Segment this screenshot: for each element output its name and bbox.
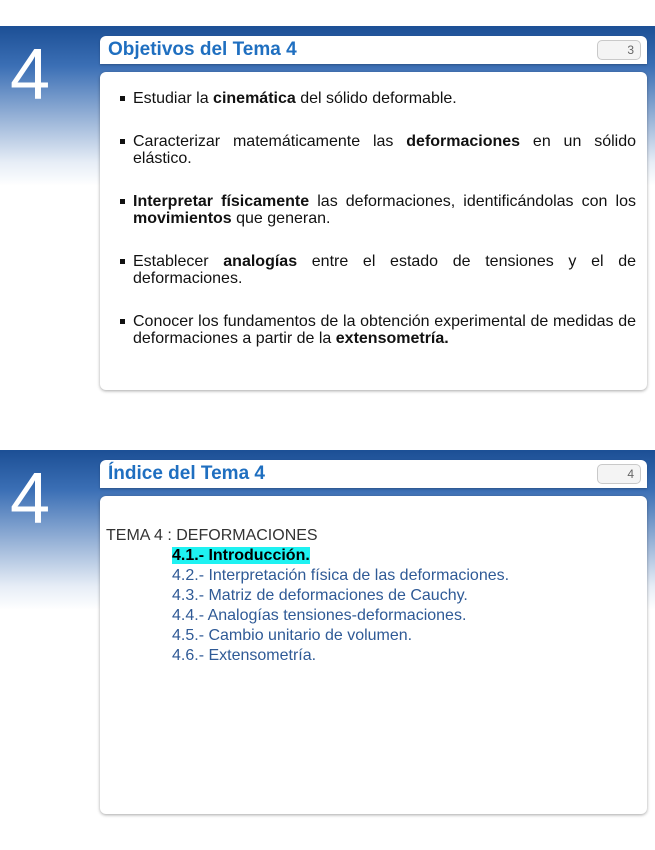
objectives-list (120, 90, 636, 373)
index-heading: TEMA 4 : DEFORMACIONES (106, 527, 318, 544)
bullet-square-icon (120, 199, 125, 204)
index-item[interactable]: 4.6.- Extensometría. (172, 647, 317, 664)
index-list (106, 526, 509, 666)
list-item: Conocer los fundamentos de la obtención experimental de medidas de deformaciones a partir de la extensometría. (120, 313, 636, 347)
chapter-number: 4 (9, 35, 51, 115)
content-panel (100, 72, 647, 390)
page-number: 3 (597, 40, 641, 60)
index-item[interactable]: 4.3.- Matriz de deformaciones de Cauchy. (172, 587, 468, 604)
title-bar (100, 36, 647, 64)
slide-indice (0, 450, 655, 850)
index-item[interactable]: 4.5.- Cambio unitario de volumen. (172, 627, 413, 644)
page-number: 4 (597, 464, 641, 484)
chapter-number: 4 (9, 459, 51, 539)
list-item: Estudiar la cinemática del sólido deformable. (120, 90, 636, 107)
list-item: Interpretar físicamente las deformaciones, identificándolas con los movimientos que generan. (120, 193, 636, 227)
bullet-square-icon (120, 259, 125, 264)
index-item-current[interactable]: 4.1.- Introducción. (172, 547, 310, 564)
slide-title: Objetivos del Tema 4 (108, 39, 297, 60)
content-panel (100, 496, 647, 814)
index-item[interactable]: 4.4.- Analogías tensiones-deformaciones. (172, 607, 467, 624)
list-item: Establecer analogías entre el estado de tensiones y el de deformaciones. (120, 253, 636, 287)
list-item: Caracterizar matemáticamente las deformaciones en un sólido elástico. (120, 133, 636, 167)
bullet-square-icon (120, 139, 125, 144)
index-item[interactable]: 4.2.- Interpretación física de las deformaciones. (172, 567, 510, 584)
title-bar (100, 460, 647, 488)
slide-objetivos (0, 26, 655, 426)
bullet-square-icon (120, 319, 125, 324)
slide-title: Índice del Tema 4 (108, 463, 265, 484)
bullet-square-icon (120, 96, 125, 101)
